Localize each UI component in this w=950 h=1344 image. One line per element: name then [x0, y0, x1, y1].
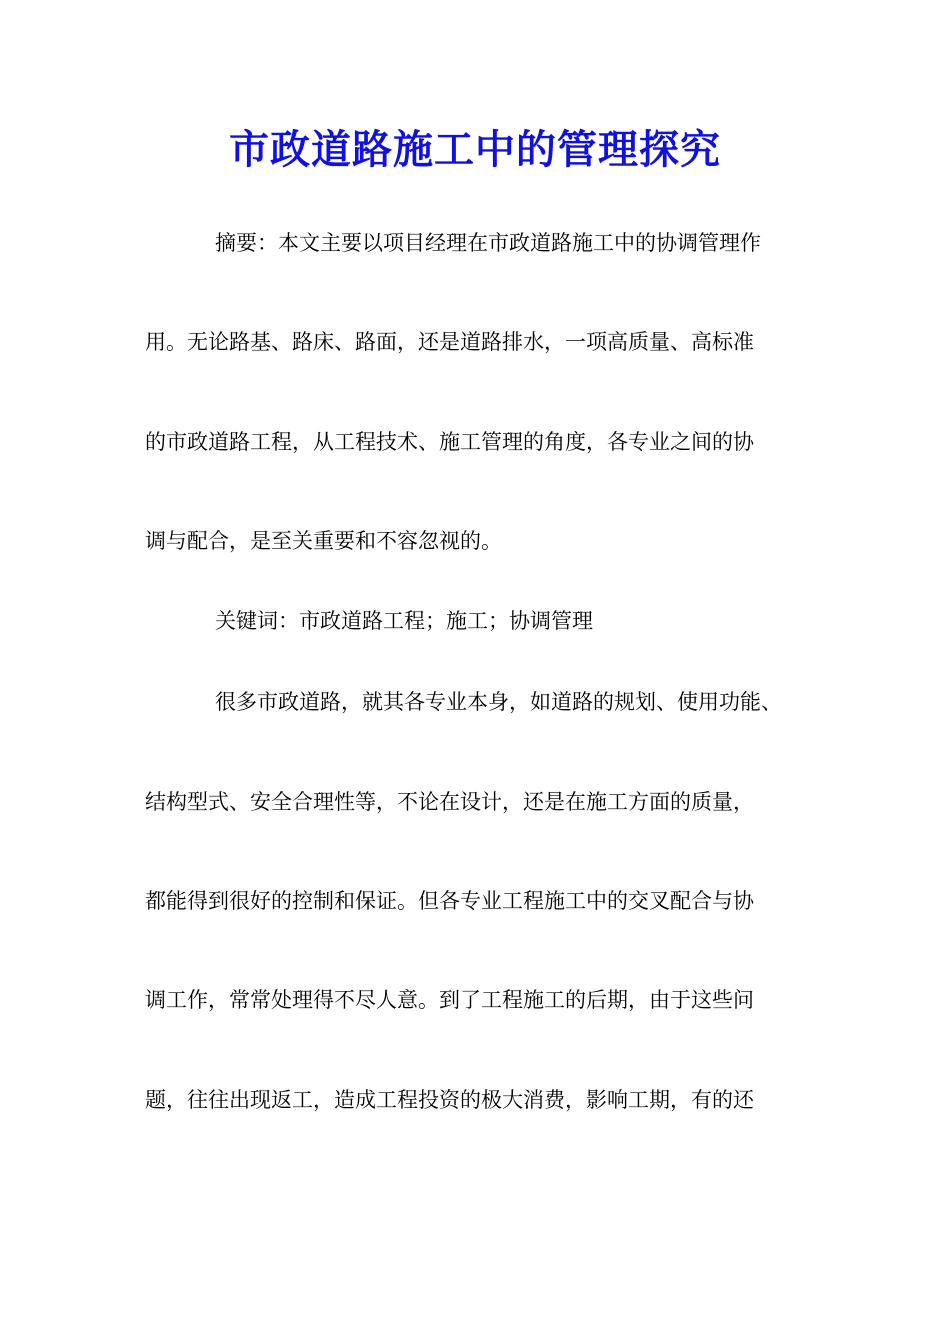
- body-line-1: 很多市政道路，就其各专业本身，如道路的规划、使用功能、: [215, 690, 782, 714]
- body-line-4: 调工作，常常处理得不尽人意。到了工程施工的后期，由于这些问: [145, 988, 754, 1012]
- body-line-3: 都能得到很好的控制和保证。但各专业工程施工中的交叉配合与协: [145, 889, 754, 913]
- body-line-2: 结构型式、安全合理性等，不论在设计，还是在施工方面的质量，: [145, 790, 754, 814]
- abstract-line-4: 调与配合，是至关重要和不容忽视的。: [145, 529, 502, 553]
- document-title: 市政道路施工中的管理探究: [229, 126, 721, 173]
- keywords-line: 关键词：市政道路工程；施工；协调管理: [215, 609, 593, 633]
- body-line-5: 题，往往出现返工，造成工程投资的极大消费，影响工期，有的还: [145, 1088, 754, 1112]
- abstract-line-3: 的市政道路工程，从工程技术、施工管理的角度，各专业之间的协: [145, 430, 754, 454]
- abstract-line-2: 用。无论路基、路床、路面，还是道路排水，一项高质量、高标准: [145, 330, 754, 354]
- abstract-line-1: 摘要：本文主要以项目经理在市政道路施工中的协调管理作: [215, 231, 761, 255]
